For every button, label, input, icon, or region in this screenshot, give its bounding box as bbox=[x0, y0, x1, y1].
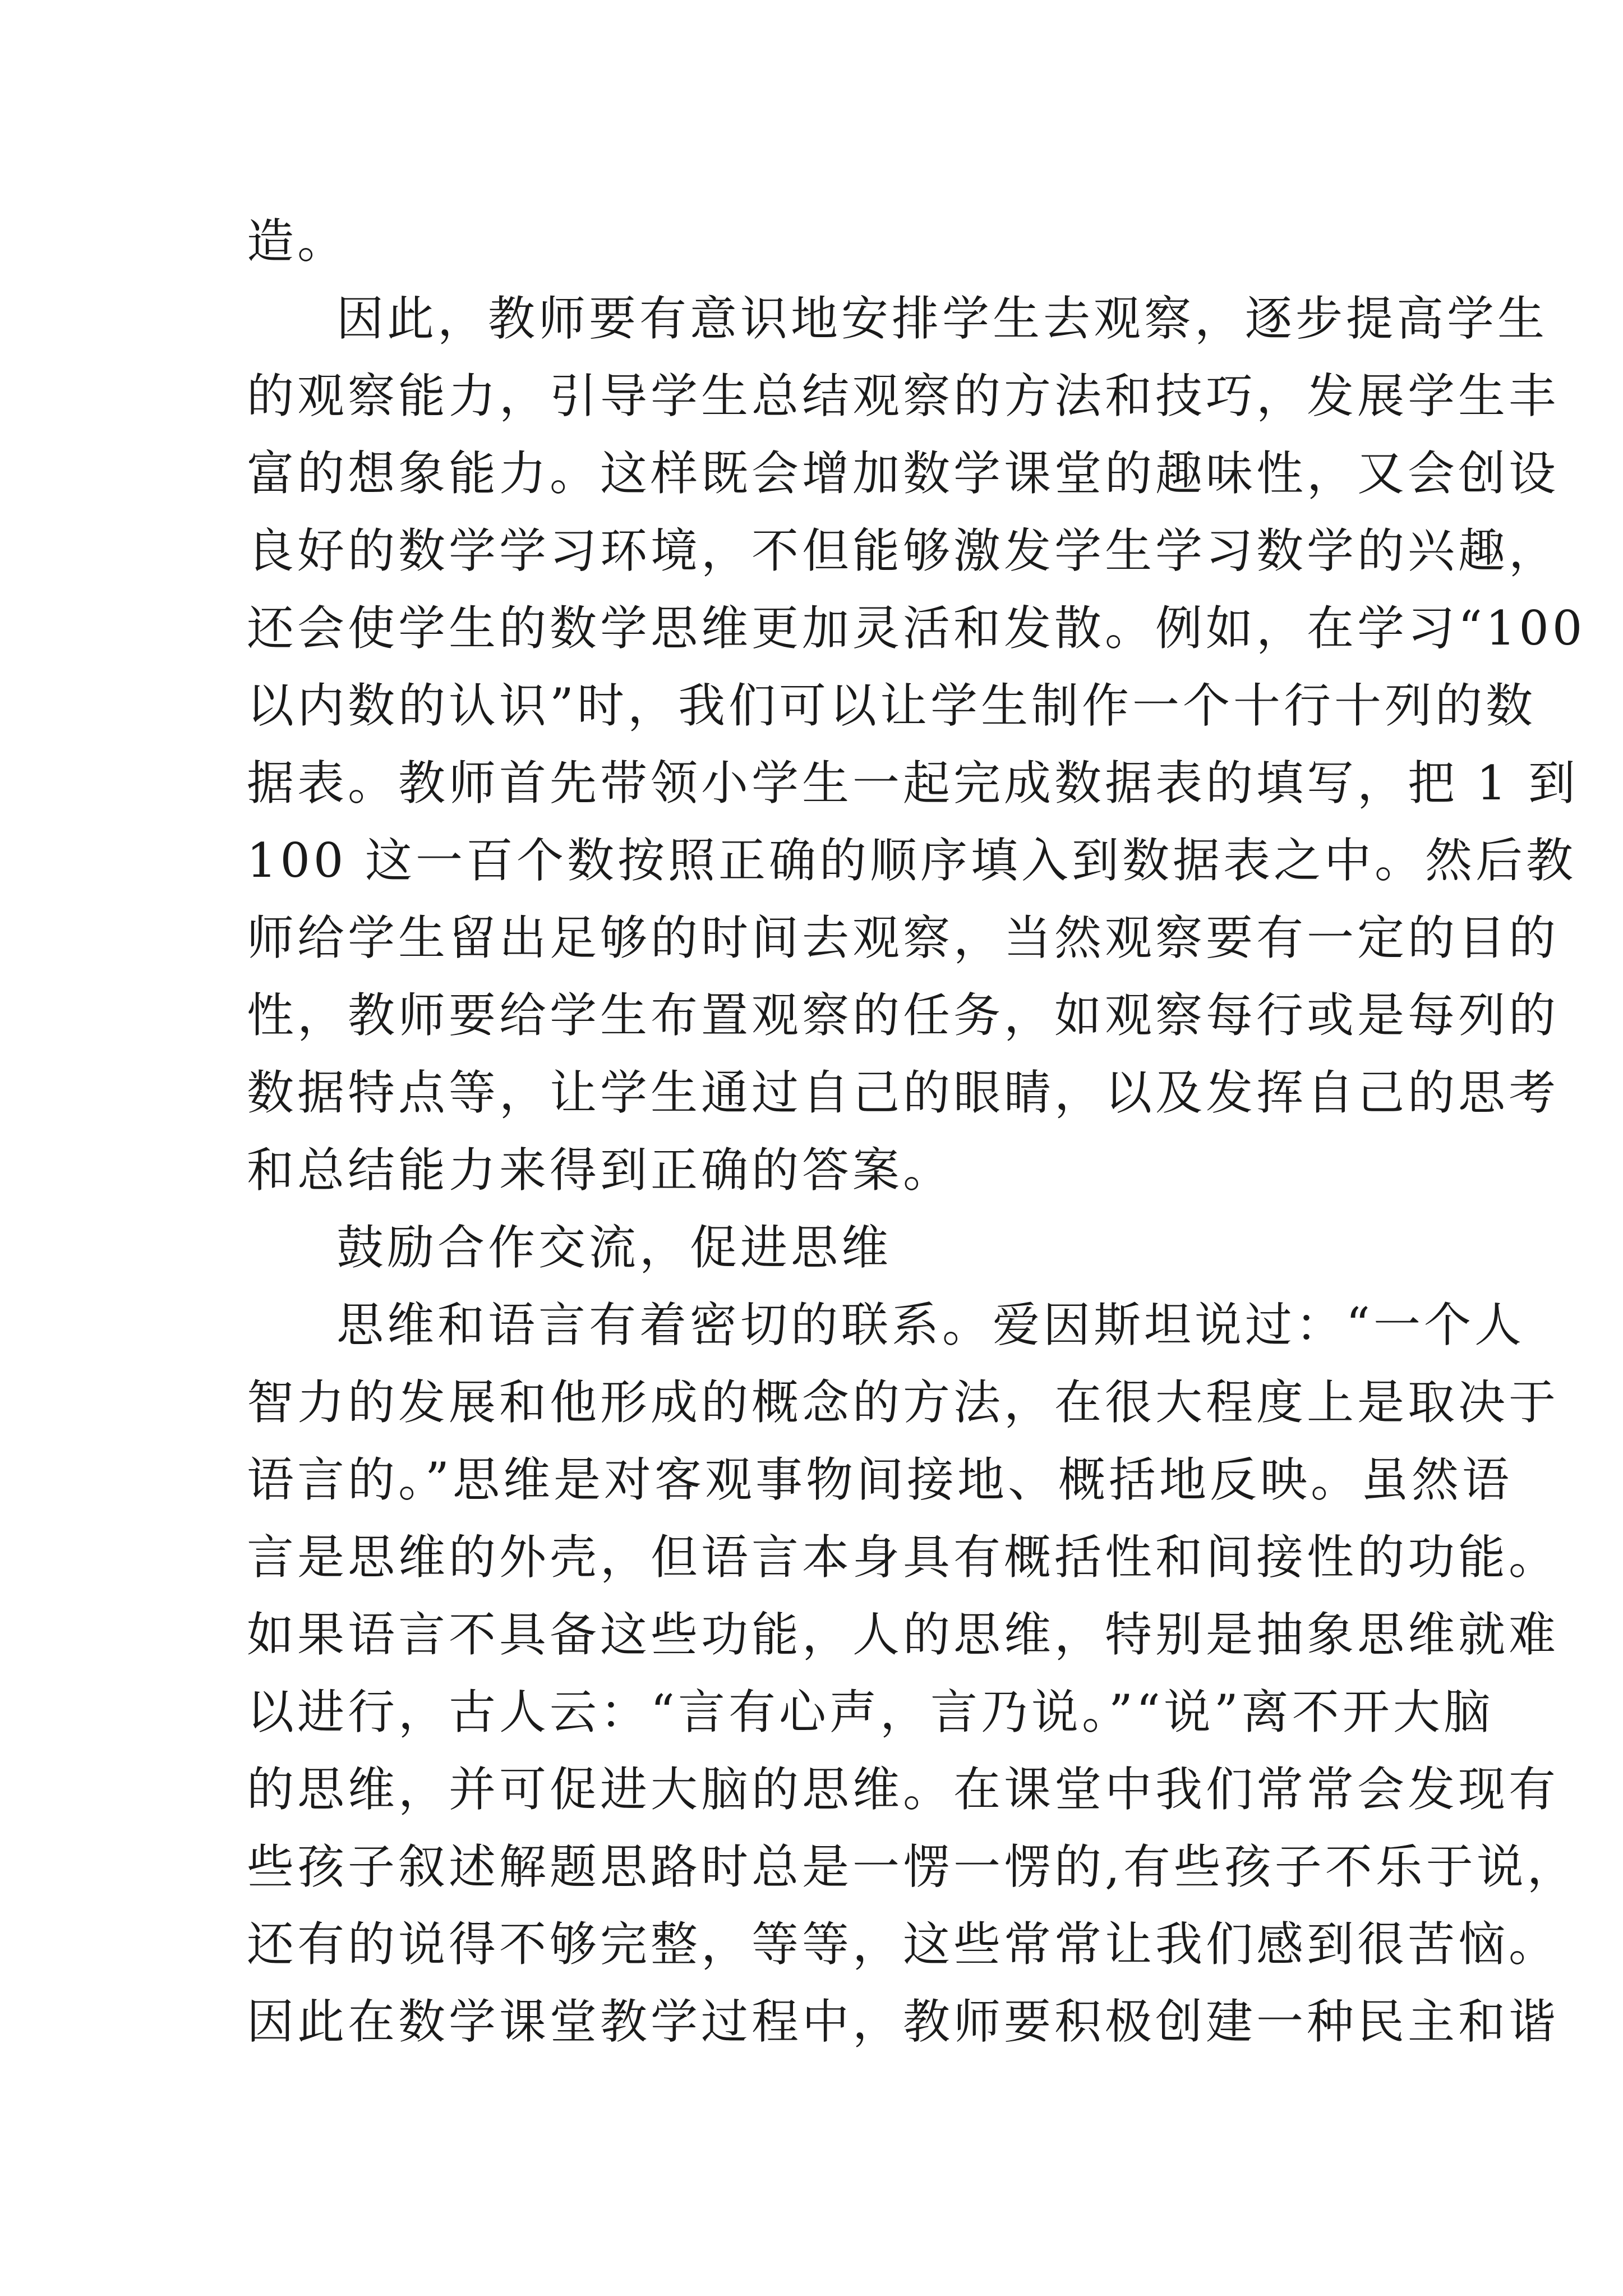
text-line: 数据特点等，让学生通过自己的眼睛，以及发挥自己的思考 bbox=[247, 1065, 1560, 1120]
text-line: 智力的发展和他形成的概念的方法，在很大程度上是取决于 bbox=[247, 1375, 1560, 1430]
text-line: 还会使学生的数学思维更加灵活和发散。例如，在学习“100 bbox=[247, 601, 1586, 656]
text-line: 如果语言不具备这些功能，人的思维，特别是抽象思维就难 bbox=[247, 1607, 1560, 1662]
text-line: 性，教师要给学生布置观察的任务，如观察每行或是每列的 bbox=[247, 988, 1560, 1043]
text-line: 的观察能力，引导学生总结观察的方法和技巧，发展学生丰 bbox=[247, 369, 1560, 424]
paragraph-first-line: 思维和语言有着密切的联系。爱因斯坦说过：“一个人 bbox=[336, 1297, 1525, 1352]
text-line: 因此在数学课堂教学过程中，教师要积极创建一种民主和谐 bbox=[247, 1994, 1560, 2049]
text-line: 和总结能力来得到正确的答案。 bbox=[247, 1143, 954, 1198]
text-line: 以进行，古人云：“言有心声，言乃说。”“说”离不开大脑 bbox=[247, 1685, 1494, 1740]
text-line: 据表。教师首先带领小学生一起完成数据表的填写，把 1 到 bbox=[247, 756, 1579, 811]
text-line: 良好的数学学习环境，不但能够激发学生学习数学的兴趣， bbox=[247, 523, 1560, 578]
text-line: 师给学生留出足够的时间去观察，当然观察要有一定的目的 bbox=[247, 910, 1560, 965]
text-line: 还有的说得不够完整，等等，这些常常让我们感到很苦恼。 bbox=[247, 1917, 1560, 1972]
section-heading: 鼓励合作交流，促进思维 bbox=[336, 1220, 892, 1275]
text-line: 的思维，并可促进大脑的思维。在课堂中我们常常会发现有 bbox=[247, 1762, 1560, 1817]
text-line: 富的想象能力。这样既会增加数学课堂的趣味性，又会创设 bbox=[247, 446, 1560, 501]
text-line: 以内数的认识”时，我们可以让学生制作一个十行十列的数 bbox=[247, 678, 1536, 733]
paragraph-first-line: 因此，教师要有意识地安排学生去观察，逐步提高学生 bbox=[336, 291, 1548, 346]
text-line: 语言的。”思维是对客观事物间接地、概括地反映。虽然语 bbox=[247, 1452, 1513, 1507]
text-line: 言是思维的外壳，但语言本身具有概括性和间接性的功能。 bbox=[247, 1530, 1560, 1585]
text-line: 造。 bbox=[247, 214, 348, 269]
text-line: 些孩子叙述解题思路时总是一愣一愣的,有些孩子不乐于说， bbox=[247, 1839, 1578, 1894]
text-line: 100 这一百个数按照正确的顺序填入到数据表之中。然后教 bbox=[247, 833, 1577, 888]
